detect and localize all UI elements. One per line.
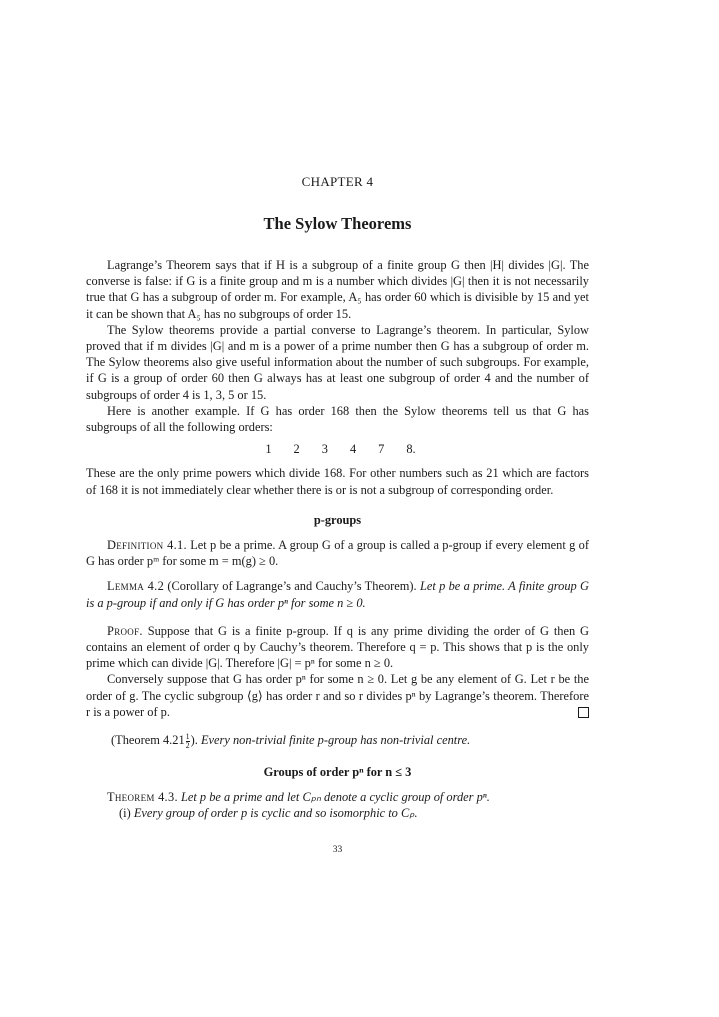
proof-label: Proof. [107, 623, 143, 638]
definition-text: Let p be a prime. A group G of a group is called a p-group if every element g of G has order pᵐ for some m = m(g) ≥ 0. [86, 538, 589, 569]
theorem-half-label-prefix: (Theorem 4.2 [111, 733, 179, 748]
theorem-half-whole: 1 [178, 733, 185, 748]
section-heading-order-p3: Groups of order pⁿ for n ≤ 3 [263, 764, 412, 779]
order-value: 4 [349, 442, 357, 457]
lemma-4-2 [86, 578, 589, 610]
theorem-text: Let p be a prime and let Cₚₙ denote a cyclic group of order pⁿ. [180, 789, 490, 804]
order-value: 2 [293, 442, 300, 457]
order-value: 7 [378, 442, 385, 457]
intro-paragraph-3: Here is another example. If G has order 168 then the Sylow theorems tell us that G has subgroups of all the following orders: [86, 403, 589, 435]
theorem-half-label-suffix: ). [190, 733, 198, 748]
theorem-label: Theorem 4.3. [107, 789, 178, 804]
order-value: 3 [321, 442, 328, 457]
definition-4-1 [86, 537, 589, 569]
chapter-heading: CHAPTER 4 [301, 174, 374, 189]
order-value: 8. [406, 442, 416, 457]
order-list [86, 441, 589, 457]
definition-label: Definition 4.1. [107, 538, 187, 553]
intro-paragraph-2: The Sylow theorems provide a partial converse to Lagrange’s theorem. In particular, Sylow proved that if m divides |G| and m is a power of a prime number then G has a subgroup of order m. The Sylow theorems also give useful information about the number of such subgroups. For example, if G is a group of order 60 then G always has at least one subgroup of order 4 and the number of subgroups of order 4 is 1, 3, 5 or 15. [86, 322, 589, 402]
intro-paragraph-1: Lagrange’s Theorem says that if H is a subgroup of a finite group G then |H| divides |G|. The converse is false: if G is a finite group and m is a number which divides |G| then it is not necessarily true that G has a subgroup of order m. For example, A₅ has order 60 which is divisible by 15 and yet it can be shown that A₅ has no subgroups of order 15. [86, 258, 589, 321]
proof-text-1: Suppose that G is a finite p-group. If q is any prime dividing the order of G then G contains an element of order q by Cauchy’s theorem. Therefore q = p. This shows that p is the only prime which can divide |G|. Therefore |G| = pⁿ for some n ≥ 0. [86, 623, 589, 671]
lemma-note: (Corollary of Lagrange’s and Cauchy’s Theorem). [167, 579, 417, 594]
theorem-4-3 [86, 789, 589, 805]
document-body [86, 257, 589, 821]
proof-paragraph-1 [86, 623, 589, 672]
order-value: 1 [265, 442, 272, 457]
theorem-item-text: Every group of order p is cyclic and so isomorphic to Cₚ. [133, 806, 418, 821]
theorem-half-text: Every non-trivial finite p-group has non-trivial centre. [200, 733, 471, 748]
fraction [186, 733, 190, 750]
fraction-denominator: 2 [185, 740, 190, 750]
proof-text-2: Conversely suppose that G has order pⁿ for some n ≥ 0. Let g be any element of G. Let r be the order of g. The cyclic subgroup ⟨g⟩ has order r and so r divides pⁿ by Lagrange’s theorem. Therefore r is a power of p. [86, 672, 589, 719]
chapter-title: The Sylow Theorems [263, 214, 412, 233]
page-number: 33 [332, 845, 343, 855]
theorem-4-2-half [86, 732, 589, 750]
lemma-label: Lemma 4.2 [107, 579, 165, 594]
lemma-text: Let p be a prime. A finite group G is a p-group if and only if G has order pⁿ for some n ≥ 0. [86, 579, 589, 610]
proof-paragraph-2 [86, 671, 589, 720]
fraction-numerator: 1 [185, 731, 190, 741]
theorem-item-1 [86, 805, 589, 821]
intro-paragraph-4: These are the only prime powers which divide 168. For other numbers such as 21 which are factors of 168 it is not immediately clear whether there is or is not a subgroup of corresponding order. [86, 466, 589, 497]
qed-box-icon [578, 707, 589, 718]
theorem-item-label: (i) [119, 806, 131, 821]
section-heading-pgroups: p-groups [313, 512, 362, 527]
